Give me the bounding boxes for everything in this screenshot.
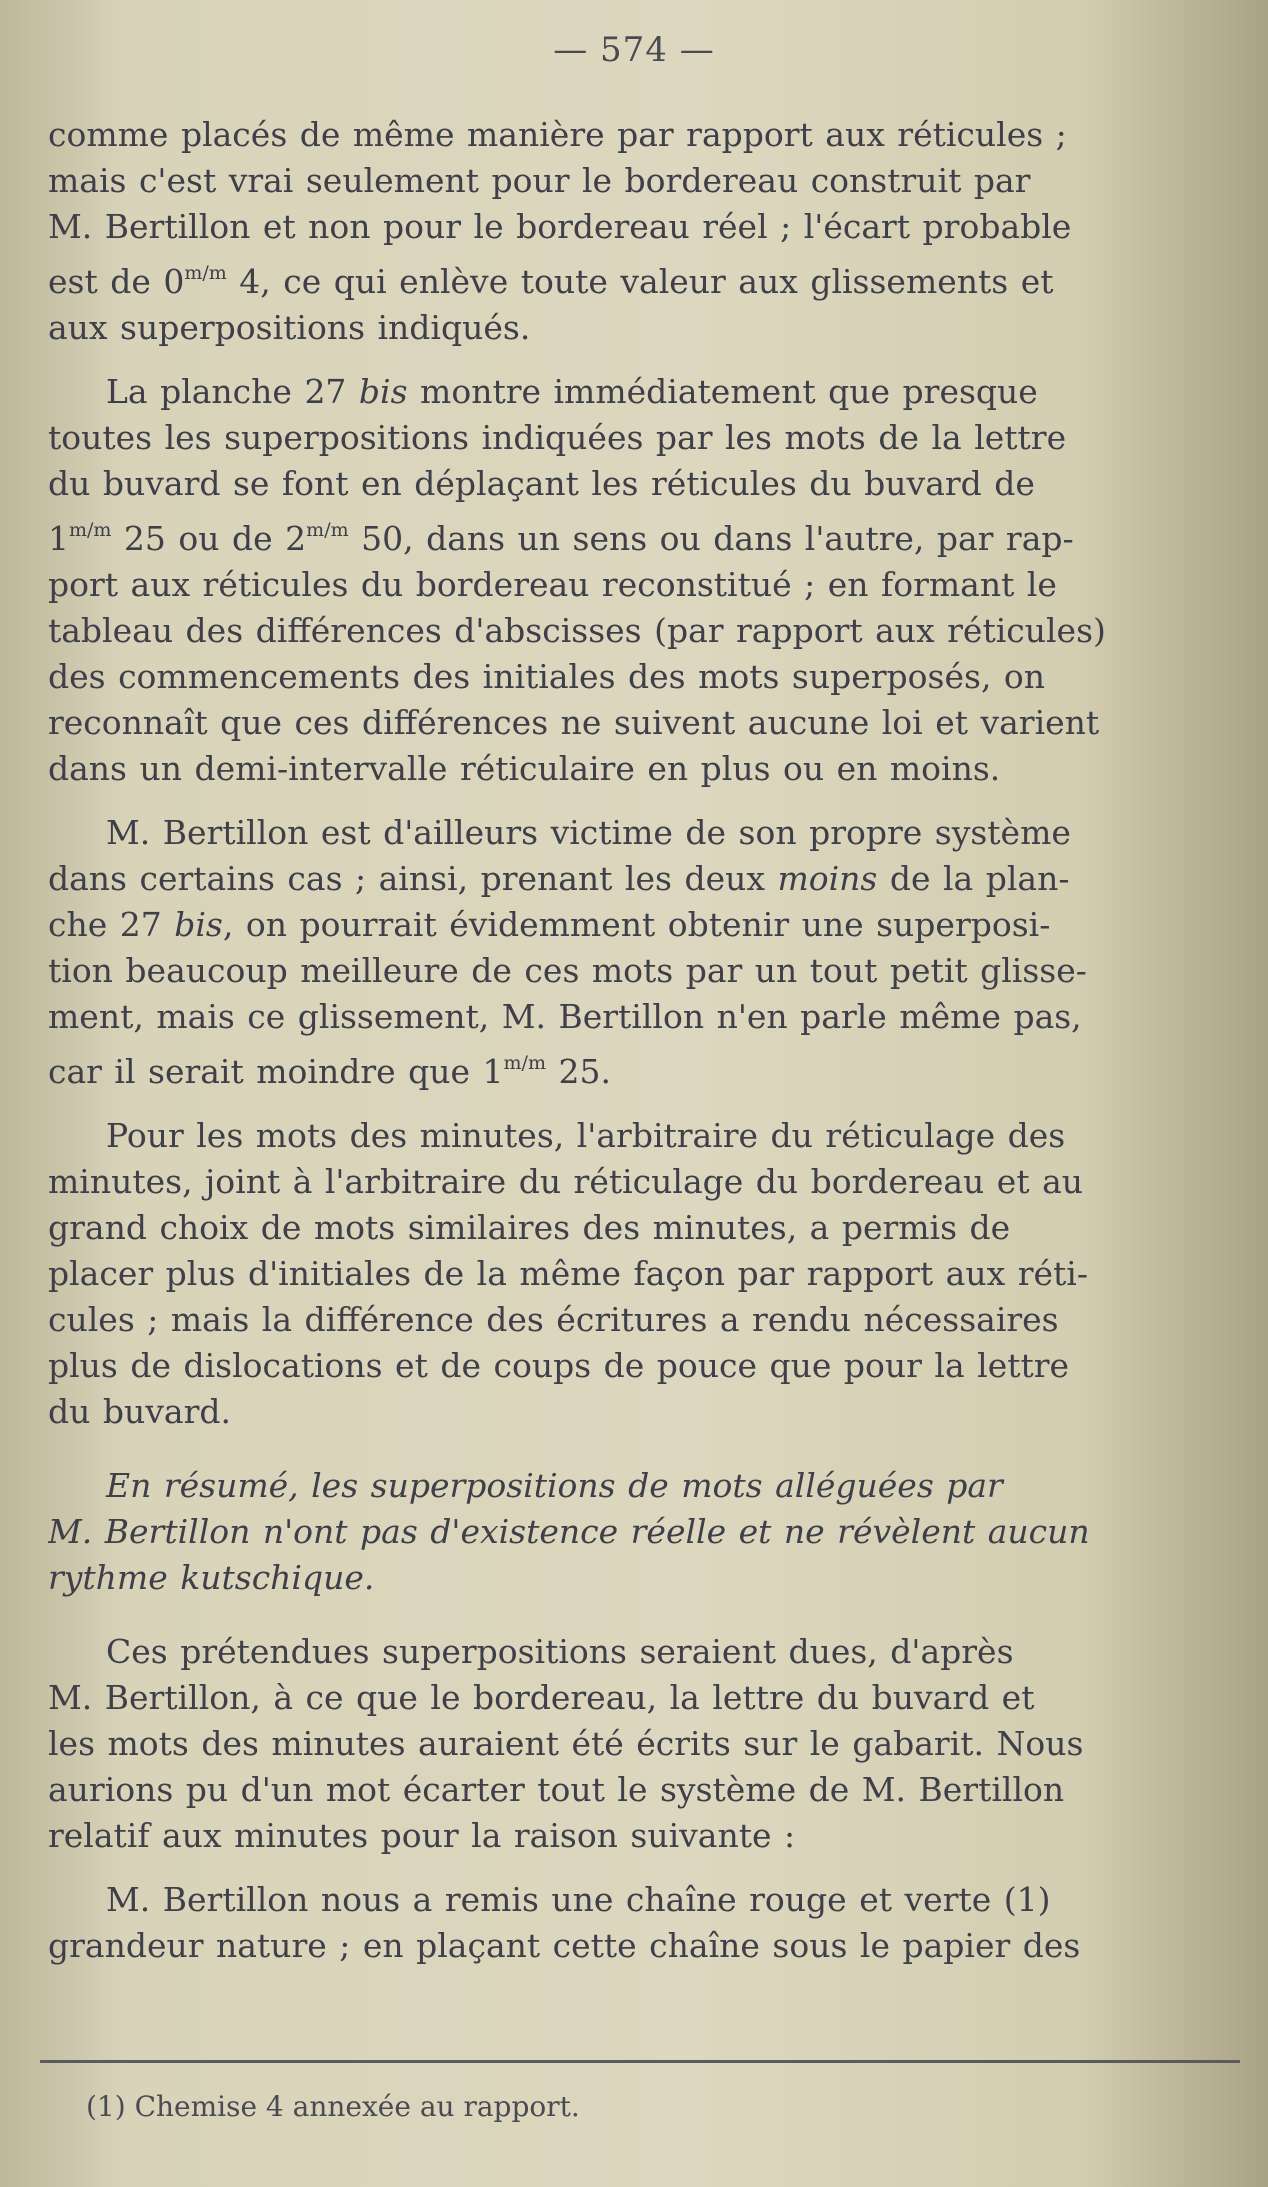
- text-line: Pour les mots des minutes, l'arbitraire du réticulage des: [106, 1116, 1066, 1155]
- text-fragment: 50, dans un sens ou dans l'autre, par rap-: [348, 519, 1074, 558]
- text-fragment: La planche 27: [106, 372, 359, 411]
- italic-word: bis: [174, 905, 223, 944]
- paragraph-4: [48, 1113, 1228, 1435]
- text-fragment: , on pourrait évidemment obtenir une superposi-: [222, 905, 1051, 944]
- superscript-unit: m/m: [503, 1052, 546, 1074]
- text-fragment: 1: [48, 519, 69, 558]
- text-line: tableau des différences d'abscisses (par rapport aux réticules): [48, 611, 1106, 650]
- text-line: grand choix de mots similaires des minutes, a permis de: [48, 1208, 1011, 1247]
- superscript-unit: m/m: [69, 519, 112, 541]
- paragraph-3: [48, 810, 1228, 1095]
- text-line: minutes, joint à l'arbitraire du réticulage du bordereau et au: [48, 1162, 1084, 1201]
- text-line: mais c'est vrai seulement pour le bordereau construit par: [48, 161, 1031, 200]
- text-line: M. Bertillon est d'ailleurs victime de son propre système: [106, 813, 1071, 852]
- text-line: placer plus d'initiales de la même façon par rapport aux réti-: [48, 1254, 1088, 1293]
- text-line: du buvard se font en déplaçant les réticules du buvard de: [48, 464, 1035, 503]
- text-line: relatif aux minutes pour la raison suivante :: [48, 1816, 796, 1855]
- text-line: rythme kutschique.: [48, 1558, 375, 1597]
- text-line: [48, 856, 1228, 902]
- text-fragment: montre immédiatement que presque: [407, 372, 1038, 411]
- page-number: — 574 —: [553, 30, 715, 70]
- text-line: M. Bertillon et non pour le bordereau réel ; l'écart probable: [48, 207, 1072, 246]
- text-line: [48, 250, 1228, 305]
- text-line: [48, 507, 1228, 562]
- text-fragment: 25 ou de 2: [111, 519, 307, 558]
- text-line: comme placés de même manière par rapport aux réticules ;: [48, 115, 1067, 154]
- text-fragment: dans certains cas ; ainsi, prenant les deux: [48, 859, 778, 898]
- text-line: port aux réticules du bordereau reconstitué ; en formant le: [48, 565, 1057, 604]
- summary-paragraph: [48, 1463, 1228, 1601]
- text-line: du buvard.: [48, 1392, 231, 1431]
- text-line: aux superpositions indiqués.: [48, 308, 531, 347]
- text-line: plus de dislocations et de coups de pouce que pour la lettre: [48, 1346, 1070, 1385]
- body-text: [48, 112, 1228, 1987]
- italic-word: bis: [358, 372, 408, 411]
- text-line: aurions pu d'un mot écarter tout le système de M. Bertillon: [48, 1770, 1065, 1809]
- text-line: reconnaît que ces différences ne suivent aucune loi et varient: [48, 703, 1100, 742]
- text-line: toutes les superpositions indiquées par les mots de la lettre: [48, 418, 1067, 457]
- text-line: [48, 369, 1228, 415]
- text-fragment: car il serait moindre que 1: [48, 1052, 504, 1091]
- text-line: M. Bertillon, à ce que le bordereau, la lettre du buvard et: [48, 1678, 1035, 1717]
- superscript-unit: m/m: [306, 519, 349, 541]
- text-fragment: est de 0: [48, 262, 185, 301]
- paragraph-1: [48, 112, 1228, 351]
- paragraph-6: [48, 1629, 1228, 1859]
- text-line: En résumé, les superpositions de mots alléguées par: [106, 1466, 1003, 1505]
- paragraph-2: [48, 369, 1228, 792]
- text-fragment: 4, ce qui enlève toute valeur aux glissements et: [226, 262, 1054, 301]
- text-line: [48, 902, 1228, 948]
- text-line: tion beaucoup meilleure de ces mots par un tout petit glisse-: [48, 951, 1087, 990]
- footnote-divider: [40, 2060, 1240, 2063]
- italic-word: moins: [777, 859, 878, 898]
- paragraph-7: [48, 1877, 1228, 1969]
- text-line: [48, 1040, 1228, 1095]
- text-line: M. Bertillon nous a remis une chaîne rouge et verte (1): [106, 1880, 1051, 1919]
- footnote: (1) Chemise 4 annexée au rapport.: [86, 2090, 580, 2123]
- text-fragment: de la plan-: [877, 859, 1070, 898]
- text-line: M. Bertillon n'ont pas d'existence réelle et ne révèlent aucun: [48, 1512, 1090, 1551]
- text-line: Ces prétendues superpositions seraient dues, d'après: [106, 1632, 1014, 1671]
- text-line: les mots des minutes auraient été écrits sur le gabarit. Nous: [48, 1724, 1084, 1763]
- text-line: grandeur nature ; en plaçant cette chaîne sous le papier des: [48, 1926, 1081, 1965]
- text-fragment: che 27: [48, 905, 175, 944]
- superscript-unit: m/m: [184, 262, 227, 284]
- text-line: dans un demi-intervalle réticulaire en plus ou en moins.: [48, 749, 1001, 788]
- text-line: cules ; mais la différence des écritures a rendu nécessaires: [48, 1300, 1059, 1339]
- text-line: ment, mais ce glissement, M. Bertillon n'en parle même pas,: [48, 997, 1082, 1036]
- text-fragment: 25.: [545, 1052, 611, 1091]
- text-line: des commencements des initiales des mots superposés, on: [48, 657, 1046, 696]
